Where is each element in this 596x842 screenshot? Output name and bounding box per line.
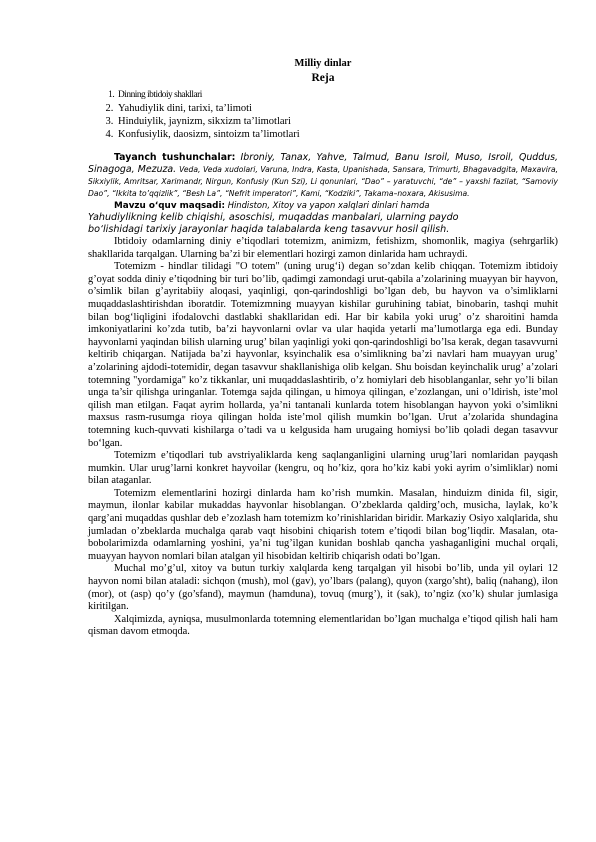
paragraph: Muchal mo’g’ul, xitoy va butun turkiy xalqlarda keng tarqalgan yil hisobi bo’lib, unda yil oylari 12 hayvon nomi bilan ataladi: sichqon (mush), mol (gav), yo’lbars (palang), quyon (xargo’sht), baliq (nahang), ilon (mor), ot (asp) qo’y (go’sfand), maymun (hamduna), tovuq (murg’), it (sak), to’ngiz (xo’k) shular jumlasiga kiritilgan. [88, 563, 558, 613]
key-concepts-first-line: Ibroniy, Tanax, Yahve, Talmud, Banu Isroil, Muso, Isroil, Quddus, Sinagoga, Mezuza. [88, 152, 559, 175]
goal-line-2: Yahudiylikning kelib chiqishi, asoschisi, muqaddas manbalari, ularning paydo [88, 212, 459, 223]
document-page [88, 58, 558, 639]
plan-item: 1. Dinning ibtidoiy shakllari [116, 89, 558, 102]
paragraph: Ibtidoiy odamlarning diniy e’tiqodlari totemizm, animizm, fetishizm, shomonlik, magiya (sehrgarlik) shakllarida tarqalgan. Ularning ba’zi bir elementlari hozirgi zamon dinlarida ham uchraydi. [88, 236, 558, 260]
paragraph: Totemizm - hindlar tilidagi "O totem" (uning urug‘i) degan so’zdan kelib chiqqan. Totemizm ibtidoiy g’oyat sodda diniy e’tiqodning bir turi bo’lib, qadimgi zamondagi urut-qabila a’zolarining muayyan bir hayvon, o’simlik bilan g’ayritabiiy aloqasi, yaqinligi, qon-qarindoshligi bo’lgan deb, bu hayvon va o’simliklarni muqaddaslashtirishdan iboratdir. Totemizmning muayyan kishilar guruhining tabiat, binobarin, tashqi muhit bilan bog‘liqligini ifodalovchi dastlabki shakllaridan edi. Har bir kabila yoki urug’ o’z sharoitini hamda imkoniyatlarini ko’zda tutib, ba’zi hayvonlarni ovlar va ular haqida yetarli ma’lumotlarga ega edi. Bunday hayvonlarni yaqindan bilish ularning urug’ bilan yaqinligi yoki qon-qarindoshligi bo’lsa kerak, degan tasavvurni keltirib chiqargan. Natijada ba’zi hayvonlar, ksyinchalik esa o’simlikning ba’zi navlari ham muayyan urug’ a’zolarining ajdodi-totemidir, degan tasavvur shakllanishiga olib kelgan. Shu boisdan keyinchalik urug’ a’zolari totemning "yordamiga" ko’z tikkanlar, uni muqaddaslashtirib, o’z homiylari deb hisoblanganlar, sehr yo’li bilan unga ta’sir qilishga uringanlar. Totemga sajda qilingan, u himoya qilingan, e’zozlangan, uni o’ldirish, iste’mol qilish man etilgan. Faqat ayrim hollarda, ya’ni tantanali kunlarda totem hisoblangan hayvon yoki o’simlikni maxsus rasm-rusumga rioya qilingan holda iste’mol qilish mumkin bo’lgan. Urut a’zolarida shundagina totemning kuch-quvvati kishilarga o’tadi va u kelgusida ham urugaing homiysi bo’lib qoladi degan tasavvur bo‘lgan. [88, 261, 558, 449]
goal-label: Mavzu o‘quv maqsadi: [114, 201, 226, 211]
paragraph: Totemizm e’tiqodlari tub avstriyaliklarda keng saqlanganligini ularning urug’lari nomlaridan payqash mumkin. Ular urug’larni konkret hayvoilar (kengru, oq ho’kiz, qora ho’kiz kabi yoki ayrim o’simliklar) nomi bilan ataganlar. [88, 450, 558, 487]
subject-title: Milliy dinlar [294, 58, 352, 69]
plan-item: 4. Konfusiylik, daosizm, sintoizm ta’limotlari [116, 128, 558, 141]
plan-item: 2. Yahudiylik dini, tarixi, ta’limoti [116, 102, 558, 115]
key-concepts-label: Tayanch tushunchalar: [114, 152, 236, 163]
goal-line-3: bo‘lishidagi tarixiy jarayonlar haqida talabalarda keng tasavvur hosil qilish. [88, 224, 450, 235]
paragraph: Xalqimizda, ayniqsa, musulmonlarda totemning elementlaridan bo’lgan muchalga e’tiqod qilish hali ham qisman davom etmoqda. [88, 613, 558, 638]
key-concepts-rest: Veda, Veda xudolari, Varuna, Indra, Kasta, Upanishada, Sansara, Trimurti, Bhagavadgita, Maxavira, Sikxiylik, Amritsar, Xarimandr, Nirgun, Konfusiy (Kun Szi), Li qonunlari, “Dao” – yaratuvchi, “de” – yaxshi fazilat, “Samoviy Dao”, “Ikkita to’qqizlik”, “Besh La”, “Nefrit imperatori”, Kami, “Kodziki”, Takama–noxara, Akisusima. [88, 165, 559, 198]
plan-item: 3. Hinduiylik, jaynizm, sikxizm ta’limotlari [116, 115, 558, 128]
learning-goal [88, 200, 558, 236]
key-concepts [88, 152, 558, 200]
paragraph: Totemizm elementlarini hozirgi dinlarda ham ko’rish mumkin. Masalan, hinduizm dinida fil, sigir, maymun, ilonlar kabilar mukaddas hayvonlar hisoblangan. O’zbeklarda qaldirg’och, musicha, laylak, ko’k qarg’ani muqaddas qushlar deb e’zozlash ham totemizm ko’rinishlaridan biridir. Markaziy Osiyo xalqlarida, shu jumladan o’zbeklarda muchalga qarab vaqt hisobini chiqarish totem e’tiqodi bilan bog’liqdir. Masalan, ota-bobolarimizda odamlarning yoshini, ya’ni tug’ilgan kunidan boshlab qancha yashaganligini muchal orqali, muayyan hayvon nomlari bilan atalgan yil hisobidan keltirib chiqarish odati bo’lgan. [88, 487, 558, 562]
plan-heading: Reja [311, 72, 335, 84]
body-text [88, 236, 558, 639]
plan-list [88, 89, 558, 141]
goal-line-1: Hindiston, Xitoy va yapon xalqlari dinlari hamda [227, 200, 430, 210]
